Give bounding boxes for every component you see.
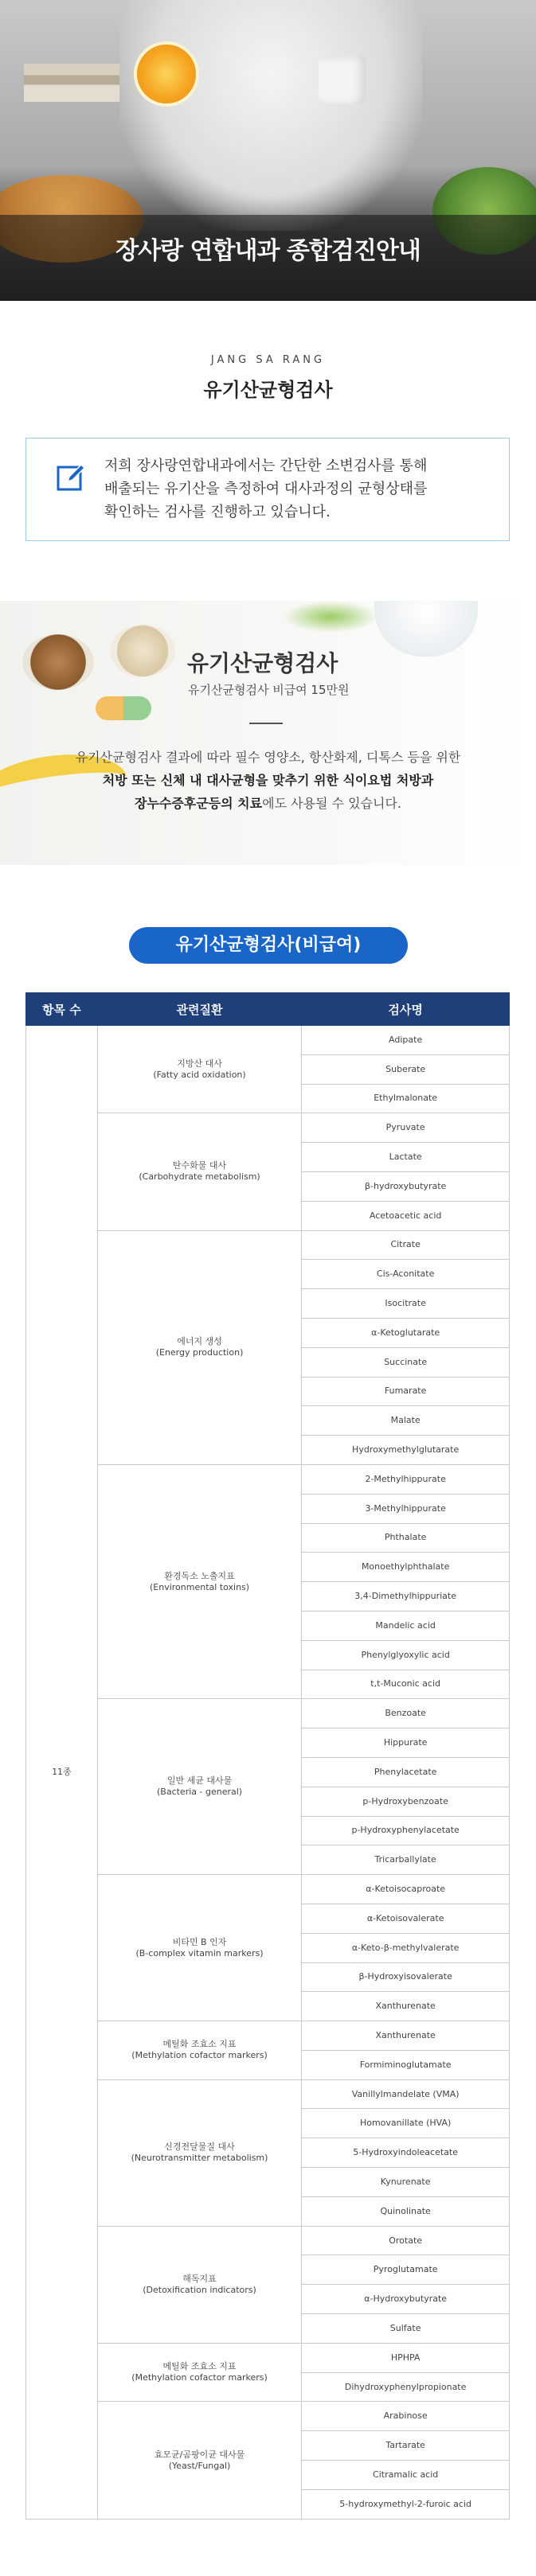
test-name: Dihydroxyphenylpropionate (302, 2372, 510, 2402)
test-name: Ethylmalonate (302, 1084, 510, 1113)
category-cell (97, 2079, 302, 2226)
test-name: 3-Methylhippurate (302, 1494, 510, 1523)
test-name: Malate (302, 1406, 510, 1436)
test-name: Citramalic acid (302, 2461, 510, 2490)
category-cell (97, 1026, 302, 1113)
promo-grain-image (110, 625, 175, 677)
test-name: Suberate (302, 1054, 510, 1084)
test-name: Adipate (302, 1026, 510, 1055)
table-row (26, 2402, 510, 2431)
promo-divider (249, 723, 283, 724)
intro-line: 저희 장사랑연합내과에서는 간단한 소변검사를 통해 (104, 458, 428, 474)
promo-line-2: 처방 또는 신체 내 대사균형을 맞추기 위한 식이요법 처방과 (102, 773, 434, 788)
test-name: Pyroglutamate (302, 2255, 510, 2285)
promo-banner (0, 601, 536, 865)
test-name: Succinate (302, 1347, 510, 1377)
test-name: Hydroxymethylglutarate (302, 1436, 510, 1465)
category-cell (97, 1875, 302, 2021)
promo-line-3-bold: 장누수증후군등의 치료 (134, 796, 263, 811)
test-name: Isocitrate (302, 1289, 510, 1319)
test-name: Quinolinate (302, 2196, 510, 2226)
category-ko: 지방산 대사 (177, 1058, 222, 1069)
promo-leaf-image (283, 601, 378, 633)
hero-doctor-image (119, 0, 422, 231)
test-name: HPHPA (302, 2343, 510, 2372)
promo-title: 유기산균형검사 (187, 650, 338, 676)
intro-line: 확인하는 검사를 진행하고 있습니다. (104, 504, 331, 520)
test-name: α-Ketoglutarate (302, 1318, 510, 1347)
category-ko: 에너지 생성 (177, 1336, 222, 1347)
category-cell (97, 2402, 302, 2519)
test-name: Fumarate (302, 1377, 510, 1406)
hero-cup-image (319, 56, 366, 105)
test-name: 2-Methylhippurate (302, 1464, 510, 1494)
test-name: β-Hydroxyisovalerate (302, 1962, 510, 1992)
test-table (25, 992, 510, 2519)
test-name: Formiminoglutamate (302, 2050, 510, 2079)
hero-title: 장사랑 연합내과 종합검진안내 (115, 237, 421, 265)
category-en: (B-complex vitamin markers) (135, 1947, 264, 1958)
category-en: (Methylation cofactor markers) (131, 2372, 268, 2383)
category-ko: 해독지표 (182, 2273, 217, 2284)
category-cell (97, 1464, 302, 1698)
header-category: 관련질환 (97, 993, 302, 1026)
table-row (26, 2226, 510, 2255)
category-ko: 일반 세균 대사물 (166, 1775, 233, 1787)
test-name: p-Hydroxybenzoate (302, 1787, 510, 1816)
category-en: (Carbohydrate metabolism) (139, 1171, 260, 1183)
header-count: 항목 수 (26, 993, 98, 1026)
promo-line-1: 유기산균형검사 결과에 따라 필수 영양소, 항산화제, 디톡스 등을 위한 (75, 750, 461, 765)
test-name: Homovanillate (HVA) (302, 2109, 510, 2138)
hero-books-image (24, 64, 119, 102)
promo-line-3-rest: 에도 사용될 수 있습니다. (262, 796, 402, 811)
test-name: Phenylglyoxylic acid (302, 1640, 510, 1670)
test-name: Citrate (302, 1230, 510, 1260)
category-cell (97, 1230, 302, 1464)
test-name: β-hydroxybutyrate (302, 1171, 510, 1201)
table-row (26, 1875, 510, 1904)
category-cell (97, 2021, 302, 2080)
test-name: 5-hydroxymethyl-2-furoic acid (302, 2489, 510, 2519)
table-row (26, 1113, 510, 1143)
table-title-pill: 유기산균형검사(비급여) (129, 927, 408, 964)
category-en: (Neurotransmitter metabolism) (131, 2153, 268, 2164)
section-subtitle-en: JANG SA RANG (210, 354, 326, 366)
category-ko: 메틸화 조효소 지표 (162, 2039, 237, 2050)
edit-icon (57, 462, 87, 493)
table-row (26, 1026, 510, 1055)
test-name: α-Hydroxybutyrate (302, 2285, 510, 2314)
test-name: Cis-Aconitate (302, 1260, 510, 1289)
intro-line: 배출되는 유기산을 측정하여 대사과정의 균형상태를 (104, 481, 428, 497)
test-name: Orotate (302, 2226, 510, 2255)
test-name: α-Ketoisocaproate (302, 1875, 510, 1904)
category-ko: 탄수화물 대사 (172, 1160, 227, 1171)
table-row (26, 1464, 510, 1494)
promo-price: 유기산균형검사 비급여 15만원 (188, 683, 350, 697)
test-name: Arabinose (302, 2402, 510, 2431)
category-en: (Fatty acid oxidation) (153, 1069, 246, 1080)
category-ko: 환경독소 노출지표 (164, 1570, 235, 1581)
table-body (26, 1026, 510, 2519)
test-name: p-Hydroxyphenylacetate (302, 1816, 510, 1845)
intro-box (25, 438, 510, 541)
category-ko: 효모균/곰팡이균 대사물 (154, 2449, 245, 2460)
test-name: Tartarate (302, 2431, 510, 2461)
category-en: (Yeast/Fungal) (168, 2460, 231, 2471)
table-row (26, 2079, 510, 2109)
item-count: 11종 (26, 1026, 98, 2519)
promo-description (0, 746, 536, 815)
promo-line-3 (0, 792, 536, 815)
category-en: (Environmental toxins) (149, 1581, 250, 1592)
test-name: Lactate (302, 1143, 510, 1172)
category-ko: 신경전달물질 대사 (164, 2141, 235, 2153)
category-en: (Bacteria - general) (156, 1787, 243, 1798)
intro-text (104, 454, 495, 524)
category-en: (Detoxification indicators) (143, 2284, 256, 2295)
category-cell (97, 2343, 302, 2402)
test-name: Monoethylphthalate (302, 1553, 510, 1582)
category-cell (97, 1699, 302, 1875)
table-row (26, 1230, 510, 1260)
category-en: (Energy production) (155, 1347, 244, 1358)
table-row (26, 1699, 510, 1728)
test-name: Mandelic acid (302, 1611, 510, 1640)
test-name: Kynurenate (302, 2168, 510, 2197)
section-title: 유기산균형검사 (203, 379, 333, 401)
header-test: 검사명 (302, 993, 510, 1026)
test-name: Phenylacetate (302, 1757, 510, 1787)
category-en: (Methylation cofactor markers) (131, 2050, 268, 2061)
hero-orange-image (134, 41, 199, 107)
category-ko: 메틸화 조효소 지표 (162, 2361, 237, 2372)
test-name: Pyruvate (302, 1113, 510, 1143)
promo-nuts-image (22, 634, 94, 690)
test-name: Sulfate (302, 2314, 510, 2344)
category-cell (97, 2226, 302, 2343)
test-name: Xanthurenate (302, 2021, 510, 2051)
table-row (26, 2021, 510, 2051)
test-name: α-Keto-β-methylvalerate (302, 1933, 510, 1962)
test-name: Vanillylmandelate (VMA) (302, 2079, 510, 2109)
table-header-row (26, 993, 510, 1026)
test-name: Xanthurenate (302, 1992, 510, 2021)
test-name: 3,4-Dimethylhippuriate (302, 1582, 510, 1611)
table-row (26, 2343, 510, 2372)
test-name: α-Ketoisovalerate (302, 1904, 510, 1933)
test-name: Acetoacetic acid (302, 1201, 510, 1230)
test-name: Tricarballylate (302, 1845, 510, 1875)
test-name: Benzoate (302, 1699, 510, 1728)
promo-pills-image (96, 696, 151, 720)
test-name: 5-Hydroxyindoleacetate (302, 2138, 510, 2168)
test-name: Phthalate (302, 1523, 510, 1553)
category-ko: 비타민 B 인자 (172, 1936, 227, 1947)
category-cell (97, 1113, 302, 1230)
promo-cup-image (374, 601, 478, 657)
test-name: Hippurate (302, 1728, 510, 1758)
test-name: t,t-Muconic acid (302, 1670, 510, 1699)
